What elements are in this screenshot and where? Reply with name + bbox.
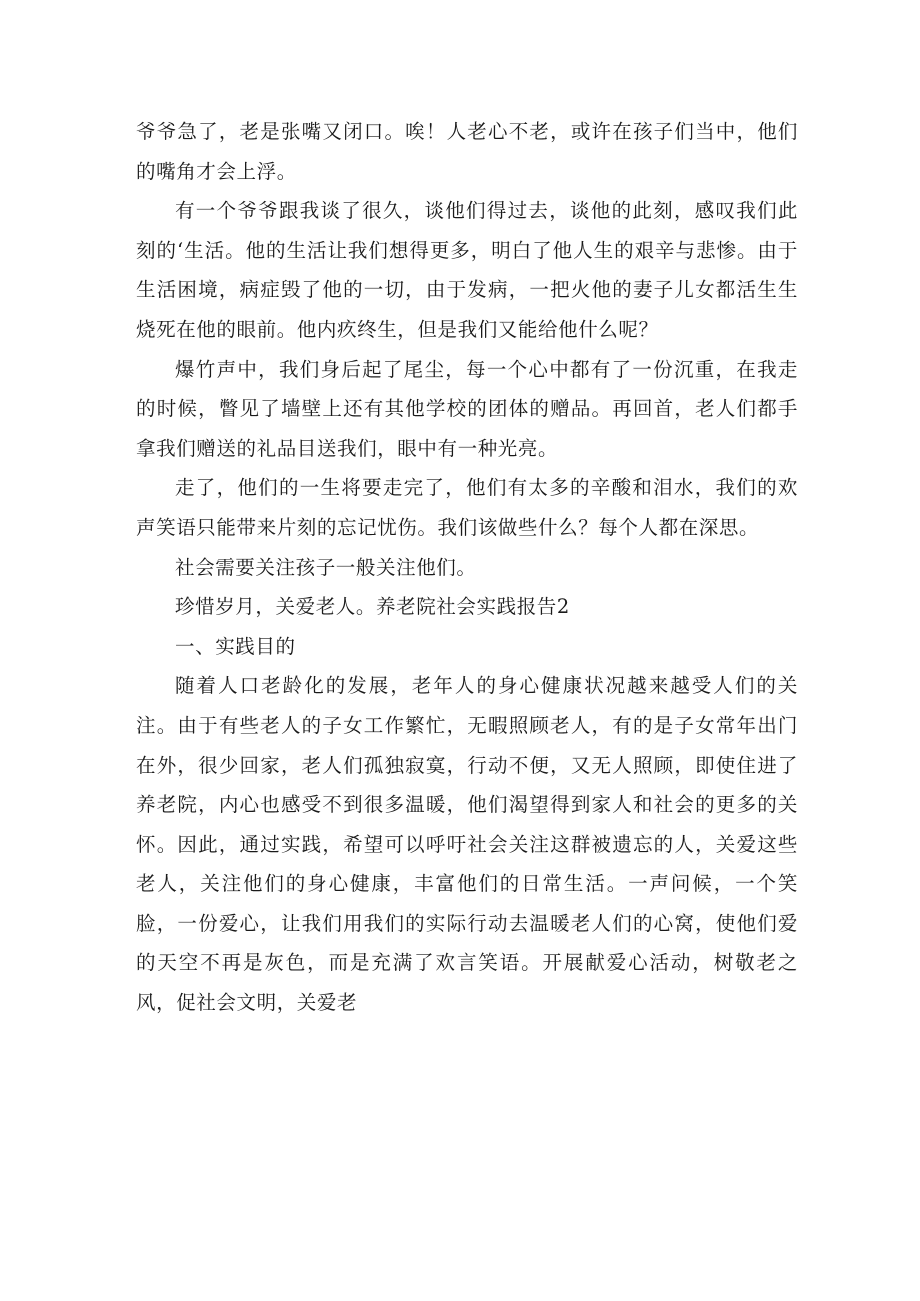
document-body [136,112,798,1023]
section-heading: 一、实践目的 [175,634,296,658]
paragraph: 爆竹声中，我们身后起了尾尘，每一个心中都有了一份沉重，在我走的时候，瞥见了墙壁上还有其他学校的团体的赠品。再回首，老人们都手拿我们赠送的礼品目送我们，眼中有一种光亮。 [136,357,798,460]
paragraph: 社会需要关注孩子一般关注他们。 [175,555,477,579]
paragraph: 爷爷急了，老是张嘴又闭口。唉！人老心不老，或许在孩子们当中，他们的嘴角才会上浮。 [136,120,798,183]
paragraph: 随着人口老龄化的发展，老年人的身心健康状况越来越受人们的关注。由于有些老人的子女工作繁忙，无暇照顾老人，有的是子女常年出门在外，很少回家，老人们孤独寂寞，行动不便，又无人照顾，即使住进了养老院，内心也感受不到很多温暖，他们渴望得到家人和社会的更多的关怀。因此，通过实践，希望可以呼吁社会关注这群被遗忘的人，关爱这些老人，关注他们的身心健康，丰富他们的日常生活。一声问候，一个笑脸，一份爱心，让我们用我们的实际行动去温暖老人们的心窝，使他们爱的天空不再是灰色，而是充满了欢言笑语。开展献爱心活动，树敬老之风，促社会文明，关爱老 [136,674,798,1015]
section-title: 珍惜岁月，关爱老人。养老院社会实践报告2 [175,595,570,619]
paragraph: 有一个爷爷跟我谈了很久，谈他们得过去，谈他的此刻，感叹我们此刻的‘生活。他的生活让我们想得更多，明白了他人生的艰辛与悲惨。由于生活困境，病症毁了他的一切，由于发病，一把火他的妻子儿女都活生生烧死在他的眼前。他内疚终生，但是我们又能给他什么呢？ [136,199,798,341]
paragraph: 走了，他们的一生将要走完了，他们有太多的辛酸和泪水，我们的欢声笑语只能带来片刻的忘记忧伤。我们该做些什么？每个人都在深思。 [136,476,798,539]
